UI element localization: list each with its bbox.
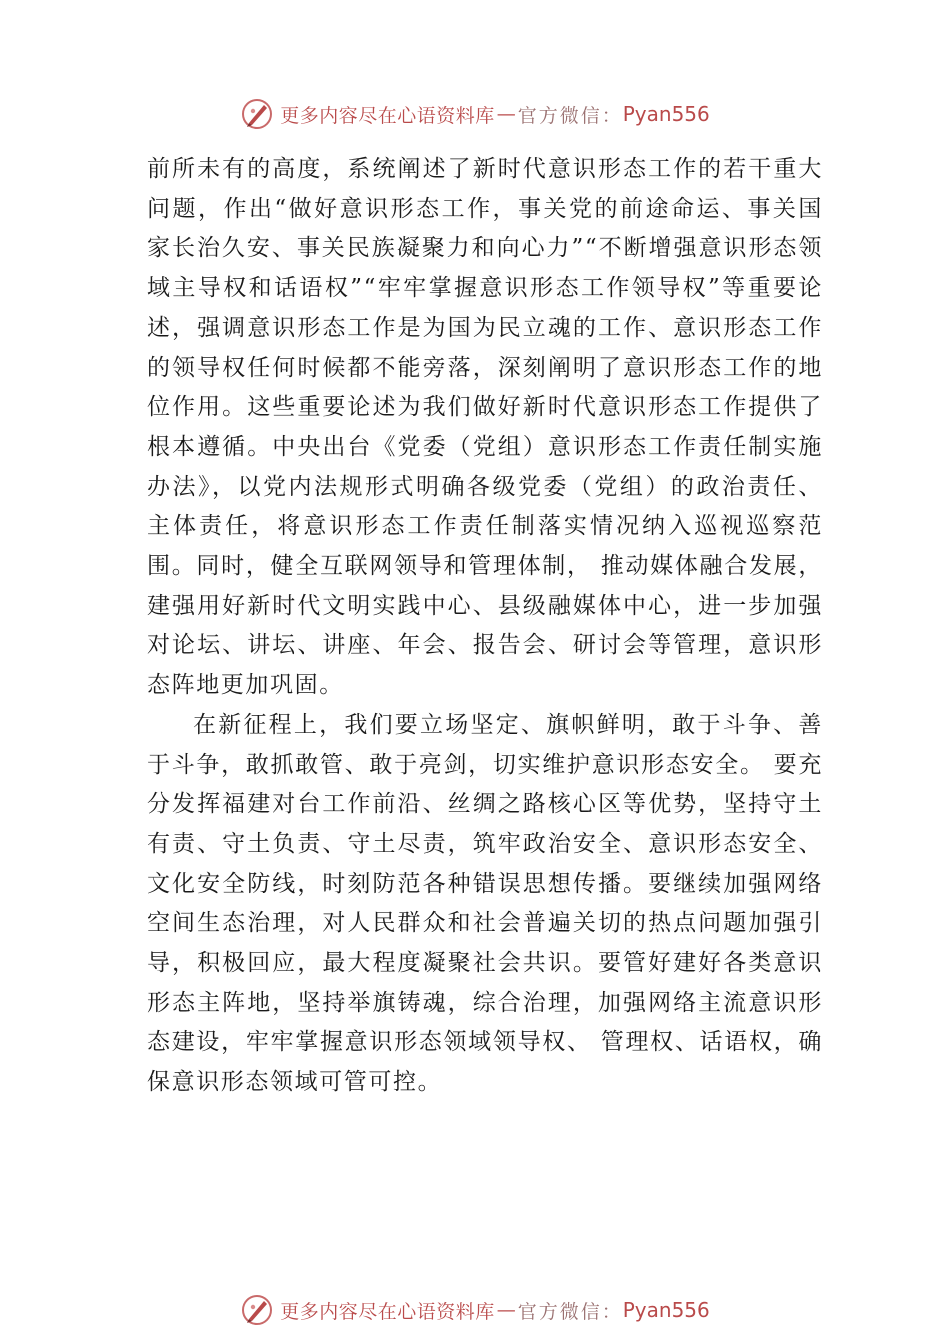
footer-brand-text: 更多内容尽在心语资料库 xyxy=(280,1300,495,1323)
header-dash: — xyxy=(496,103,516,125)
header-brand-text: 更多内容尽在心语资料库 xyxy=(280,104,495,127)
header-wechat-id: Pyan556 xyxy=(622,102,710,126)
pen-logo-icon xyxy=(240,1293,274,1327)
header-official-label: 官方微信： xyxy=(517,104,623,127)
footer-dash: — xyxy=(496,1299,516,1321)
pen-logo-icon xyxy=(240,97,274,131)
footer-watermark-banner xyxy=(0,1290,950,1330)
body-paragraph-1: 前所未有的高度，系统阐述了新时代意识形态工作的若干重大问题，作出“做好意识形态工作，事关党的前途命运、事关国家长治久安、事关民族凝聚力和向心力”“不断增强意识形态领域主导权和话语权”“牢牢掌握意识形态工作领导权”等重要论述，强调意识形态工作是为国为民立魂的工作、意识形态工作的领导权任何时候都不能旁落，深刻阐明了意识形态工作的地位作用。这些重要论述为我们做好新时代意识形态工作提供了根本遵循。中央出台《党委（党组）意识形态工作责任制实施办法》，以党内法规形式明确各级党委（党组）的政治责任、主体责任，将意识形态工作责任制落实情况纳入巡视巡察范围。同时，健全互联网领导和管理体制， 推动媒体融合发展，建强用好新时代文明实践中心、县级融媒体中心，进一步加强对论坛、讲坛、讲座、年会、报告会、研讨会等管理，意识形态阵地更加巩固。 xyxy=(147,156,823,699)
document-body xyxy=(147,150,823,1103)
body-paragraph-2: 在新征程上，我们要立场坚定、旗帜鲜明，敢于斗争、善于斗争，敢抓敢管、敢于亮剑，切实维护意识形态安全。 要充分发挥福建对台工作前沿、丝绸之路核心区等优势，坚持守土有责、守土负责、守土尽责，筑牢政治安全、意识形态安全、文化安全防线，时刻防范各种错误思想传播。要继续加强网络空间生态治理，对人民群众和社会普遍关切的热点问题加强引导，积极回应，最大程度凝聚社会共识。要管好建好各类意识形态主阵地，坚持举旗铸魂，综合治理，加强网络主流意识形态建设，牢牢掌握意识形态领域领导权、 管理权、话语权，确保意识形态领域可管可控。 xyxy=(147,711,823,1096)
footer-wechat-id: Pyan556 xyxy=(622,1298,710,1322)
footer-official-label: 官方微信： xyxy=(517,1300,623,1323)
header-watermark-banner xyxy=(0,94,950,134)
